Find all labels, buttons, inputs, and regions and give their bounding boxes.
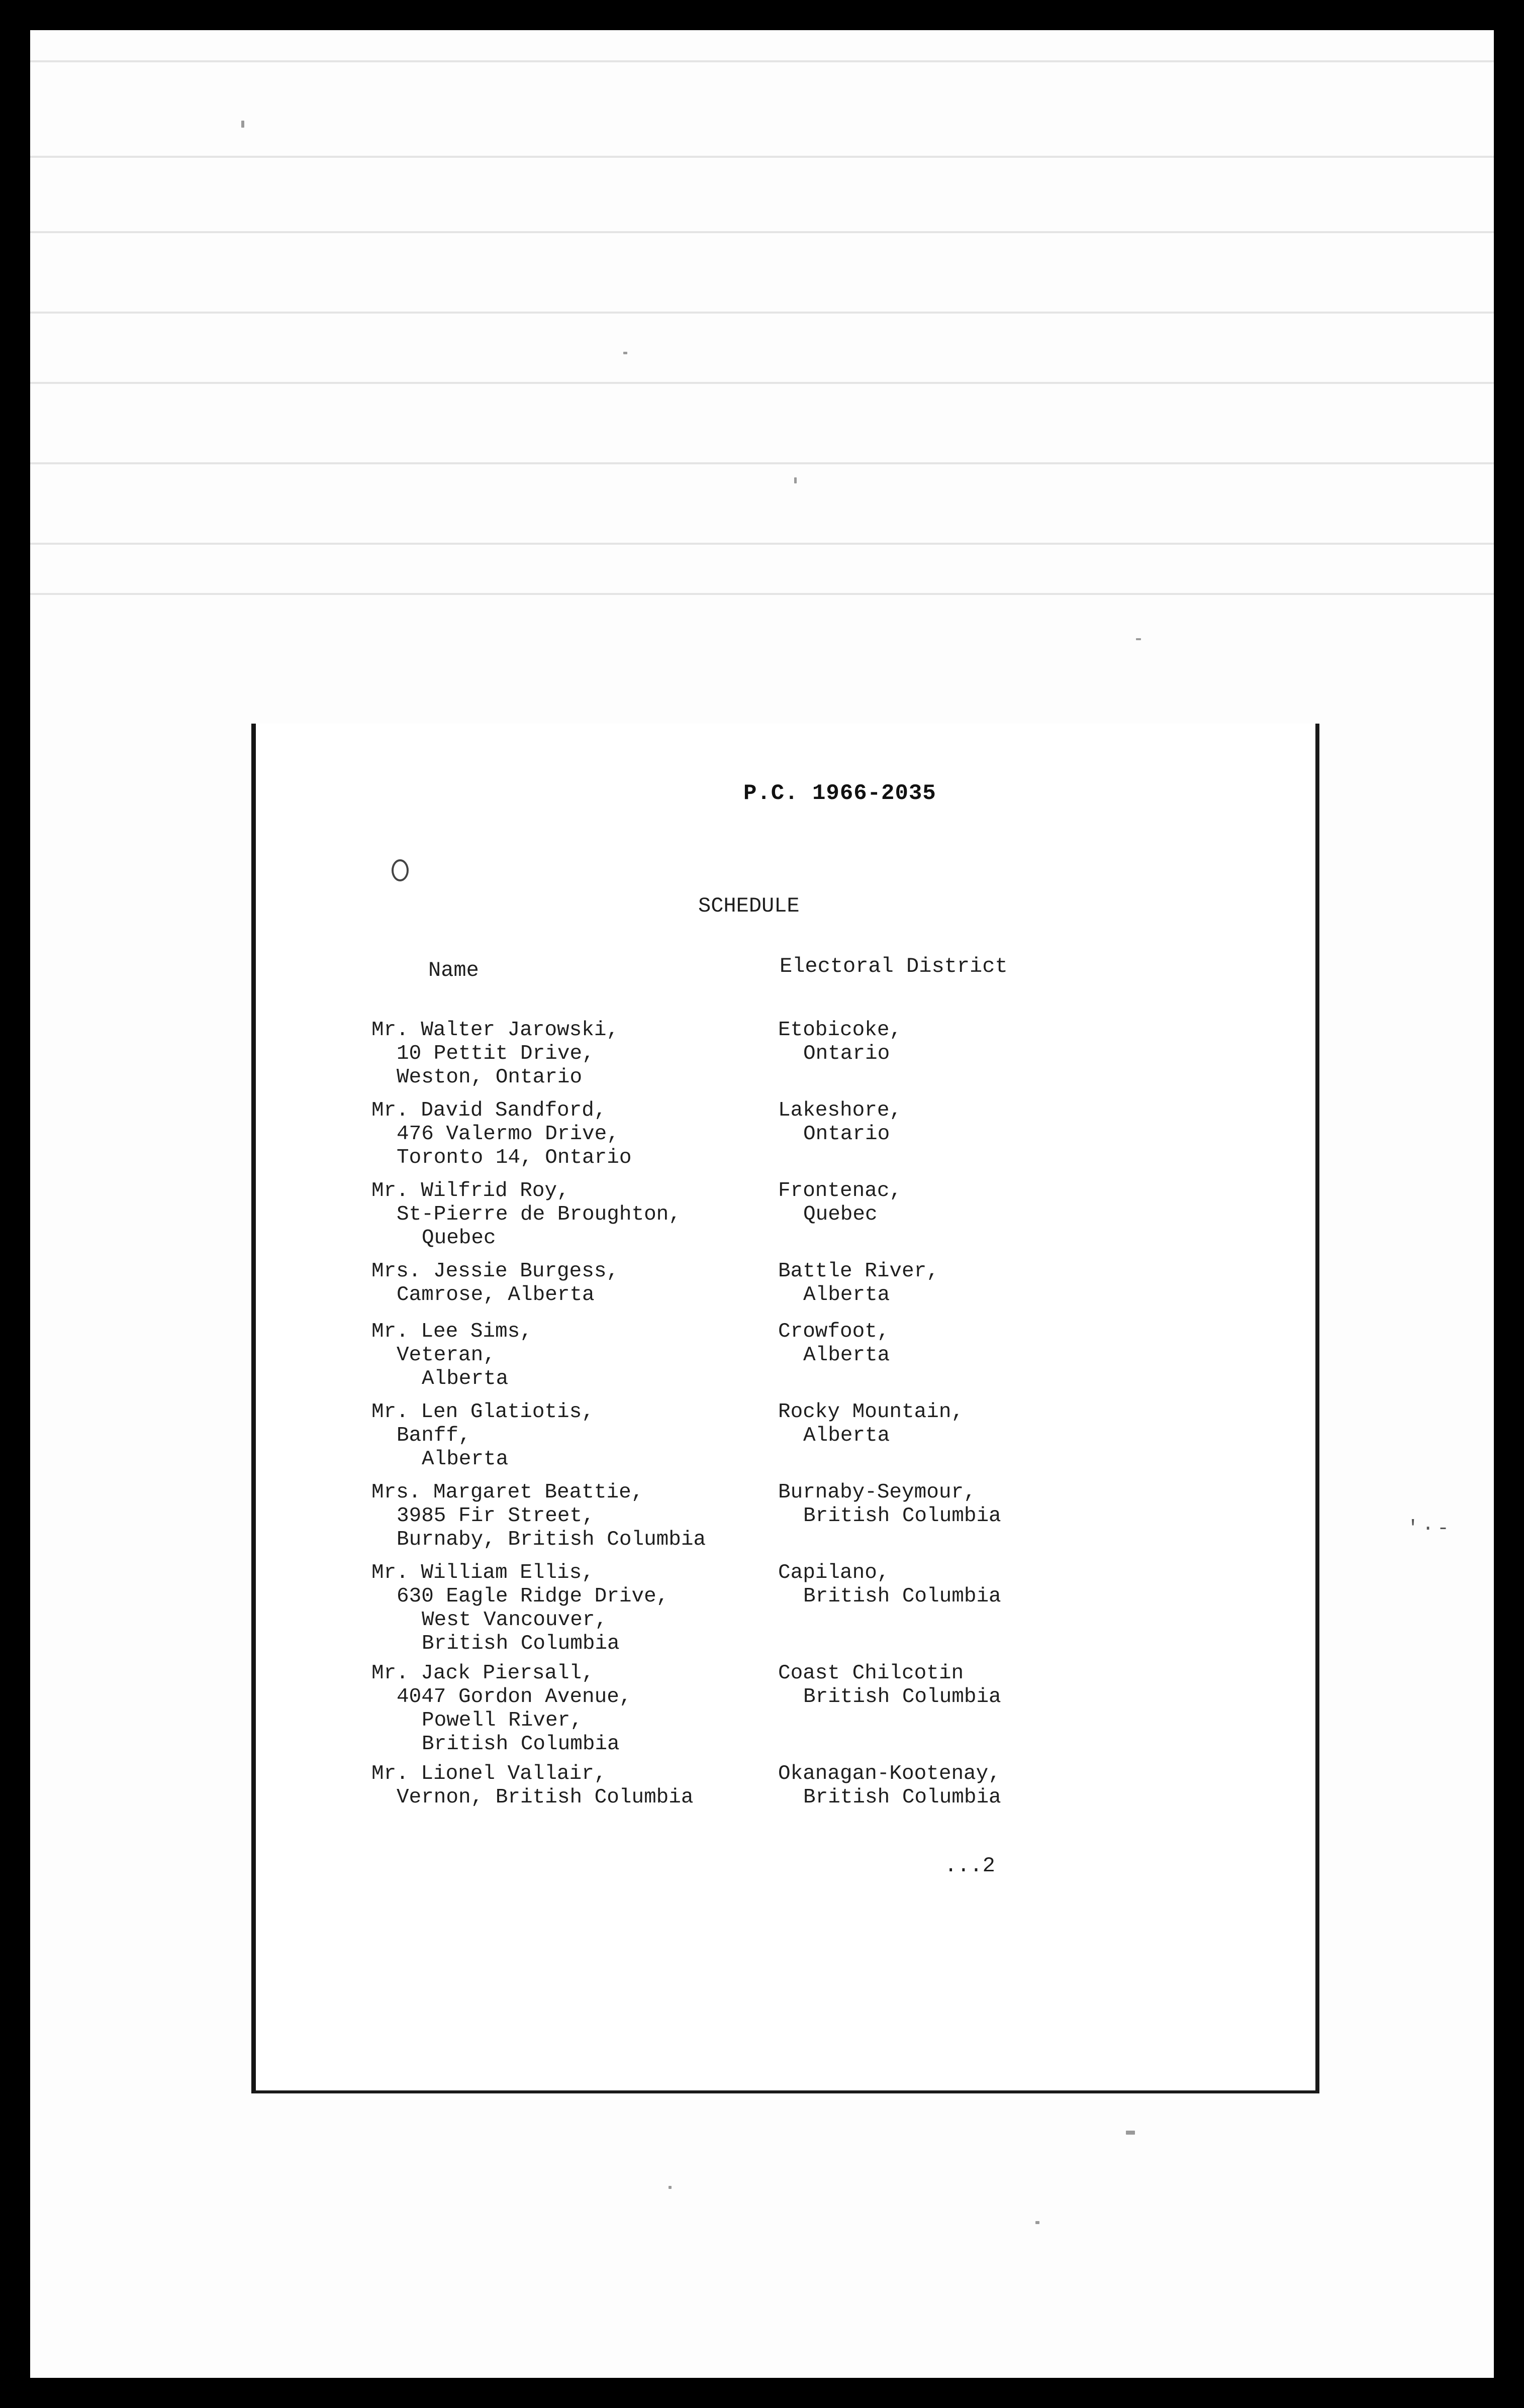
dust-speck bbox=[669, 2186, 672, 2189]
punch-hole-mark bbox=[392, 859, 409, 881]
district-province: Alberta bbox=[803, 1283, 890, 1307]
address-line: Quebec bbox=[422, 1227, 496, 1250]
appointee-name: Mr. Wilfrid Roy, bbox=[371, 1179, 569, 1202]
address-line: 3985 Fir Street, bbox=[397, 1504, 595, 1528]
scan-artifact-band bbox=[30, 593, 1494, 595]
scan-artifact-band bbox=[30, 382, 1494, 384]
stray-ink-mark: '·- bbox=[1407, 1518, 1453, 1540]
dust-speck bbox=[1035, 2221, 1039, 2224]
scan-artifact-band bbox=[30, 543, 1494, 545]
district-province: Alberta bbox=[803, 1424, 890, 1447]
dust-speck bbox=[1126, 2131, 1135, 2135]
appointee-name: Mr. David Sandford, bbox=[371, 1099, 607, 1122]
electoral-district bbox=[778, 1099, 1039, 1146]
address-line: West Vancouver, bbox=[422, 1609, 608, 1632]
electoral-district bbox=[778, 1481, 1039, 1528]
electoral-district bbox=[778, 1019, 1039, 1066]
address-line: St-Pierre de Broughton, bbox=[397, 1203, 681, 1226]
appointee-name-address bbox=[371, 1099, 753, 1170]
address-line: 4047 Gordon Avenue, bbox=[397, 1685, 632, 1709]
address-line: Alberta bbox=[422, 1448, 509, 1471]
district-province: British Columbia bbox=[803, 1786, 1001, 1809]
dust-speck bbox=[794, 477, 797, 483]
district-name: Crowfoot, bbox=[778, 1320, 890, 1343]
district-name: Etobicoke, bbox=[778, 1019, 902, 1042]
district-province: British Columbia bbox=[803, 1685, 1001, 1709]
district-province: British Columbia bbox=[803, 1504, 1001, 1528]
district-province: Ontario bbox=[803, 1042, 890, 1065]
electoral-district bbox=[778, 1320, 1039, 1367]
electoral-district bbox=[778, 1662, 1039, 1709]
address-line: Weston, Ontario bbox=[397, 1066, 583, 1089]
order-in-council-reference: P.C. 1966-2035 bbox=[743, 781, 936, 806]
appointee-name-address bbox=[371, 1481, 753, 1552]
appointee-name-address bbox=[371, 1320, 753, 1391]
address-line: Powell River, bbox=[422, 1709, 583, 1732]
appointee-name-address bbox=[371, 1762, 753, 1810]
address-line: Burnaby, British Columbia bbox=[397, 1528, 706, 1551]
appointee-name: Mr. Jack Piersall, bbox=[371, 1662, 594, 1685]
district-name: Okanagan-Kootenay, bbox=[778, 1762, 1001, 1785]
scanned-microfilm-frame bbox=[30, 30, 1494, 2378]
address-line: Toronto 14, Ontario bbox=[397, 1146, 632, 1169]
appointee-name: Mr. Walter Jarowski, bbox=[371, 1019, 619, 1042]
district-province: Quebec bbox=[803, 1203, 878, 1226]
address-line: 630 Eagle Ridge Drive, bbox=[397, 1585, 669, 1608]
address-line: British Columbia bbox=[422, 1632, 620, 1655]
electoral-district bbox=[778, 1762, 1039, 1810]
appointee-name-address bbox=[371, 1561, 753, 1656]
district-name: Frontenac, bbox=[778, 1179, 902, 1202]
address-line: Alberta bbox=[422, 1367, 509, 1390]
appointee-name: Mr. Lionel Vallair, bbox=[371, 1762, 607, 1785]
scan-artifact-band bbox=[30, 312, 1494, 314]
schedule-page bbox=[251, 724, 1453, 2093]
scan-artifact-band bbox=[30, 231, 1494, 233]
scan-artifact-band bbox=[30, 462, 1494, 464]
appointee-name: Mrs. Margaret Beattie, bbox=[371, 1481, 644, 1504]
appointee-name: Mr. William Ellis, bbox=[371, 1561, 594, 1584]
address-line: Camrose, Alberta bbox=[397, 1283, 595, 1307]
appointee-name: Mrs. Jessie Burgess, bbox=[371, 1260, 619, 1283]
district-name: Burnaby-Seymour, bbox=[778, 1481, 976, 1504]
address-line: 476 Valermo Drive, bbox=[397, 1123, 619, 1146]
district-name: Coast Chilcotin bbox=[778, 1662, 964, 1685]
address-line: British Columbia bbox=[422, 1733, 620, 1756]
district-province: Alberta bbox=[803, 1344, 890, 1367]
district-province: Ontario bbox=[803, 1123, 890, 1146]
district-name: Rocky Mountain, bbox=[778, 1400, 964, 1424]
electoral-district bbox=[778, 1260, 1039, 1307]
page-continuation-marker: ...2 bbox=[944, 1854, 995, 1878]
electoral-district bbox=[778, 1561, 1039, 1609]
district-name: Capilano, bbox=[778, 1561, 890, 1584]
district-province: British Columbia bbox=[803, 1585, 1001, 1608]
scan-artifact-band bbox=[30, 60, 1494, 62]
electoral-district bbox=[778, 1400, 1039, 1448]
address-line: Vernon, British Columbia bbox=[397, 1786, 694, 1809]
district-name: Battle River, bbox=[778, 1260, 939, 1283]
address-line: 10 Pettit Drive, bbox=[397, 1042, 595, 1065]
electoral-district bbox=[778, 1179, 1039, 1227]
dust-speck bbox=[623, 352, 627, 354]
dust-speck bbox=[241, 121, 244, 128]
schedule-title: SCHEDULE bbox=[698, 894, 800, 918]
district-name: Lakeshore, bbox=[778, 1099, 902, 1122]
appointee-name-address bbox=[371, 1662, 753, 1756]
appointee-name-address bbox=[371, 1260, 753, 1307]
column-header-electoral-district: Electoral District bbox=[780, 954, 1008, 978]
scan-artifact-band bbox=[30, 156, 1494, 158]
appointee-name: Mr. Lee Sims, bbox=[371, 1320, 532, 1343]
appointee-name: Mr. Len Glatiotis, bbox=[371, 1400, 594, 1424]
column-header-name: Name bbox=[428, 958, 479, 982]
appointee-name-address bbox=[371, 1400, 753, 1471]
address-line: Banff, bbox=[397, 1424, 471, 1447]
address-line: Veteran, bbox=[397, 1344, 496, 1367]
dust-speck bbox=[1136, 638, 1141, 640]
appointee-name-address bbox=[371, 1019, 753, 1089]
appointee-name-address bbox=[371, 1179, 753, 1250]
